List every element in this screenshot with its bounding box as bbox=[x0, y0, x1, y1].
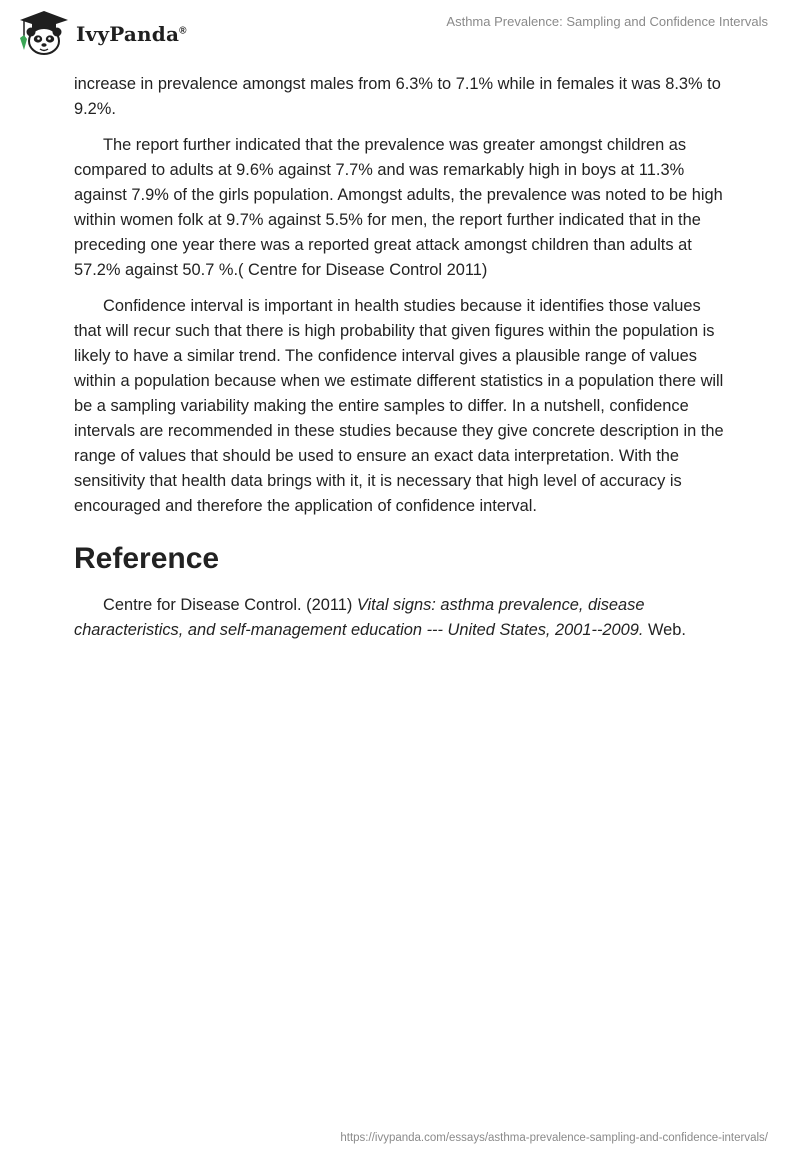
page-header bbox=[0, 0, 800, 70]
panda-graduate-logo-icon bbox=[14, 8, 72, 58]
reference-title: Vital signs: asthma prevalence, disease characteristics, and self-management education --- United States, 2001--2009. bbox=[74, 596, 645, 639]
paragraph-prevalence-report: The report further indicated that the prevalence was greater amongst children as compared to adults at 9.6% against 7.7% and was remarkably high in boys at 11.3% against 7.9% of the girls population. Amongst adults, the prevalence was noted to be high within women folk at 9.7% against 5.5% for men, the report further indicated that in the preceding one year there was a reported great attack amongst children than adults at 57.2% against 50.7 %.( Centre for Disease Control 2011) bbox=[74, 136, 723, 279]
paragraph-continued: increase in prevalence amongst males from 6.3% to 7.1% while in females it was 8.3% to 9.2%. bbox=[74, 75, 721, 118]
reference-heading: Reference bbox=[74, 542, 220, 575]
reference-entry bbox=[74, 593, 726, 643]
registered-mark: ® bbox=[179, 25, 187, 37]
source-url[interactable]: https://ivypanda.com/essays/asthma-prevalence-sampling-and-confidence-intervals/ bbox=[340, 1132, 768, 1144]
reference-suffix: Web. bbox=[643, 621, 686, 639]
ivypanda-logo[interactable] bbox=[14, 8, 187, 58]
reference-author: Centre for Disease Control. (2011) bbox=[103, 596, 357, 614]
document-title: Asthma Prevalence: Sampling and Confidence Intervals bbox=[446, 14, 768, 29]
paragraph-confidence-interval: Confidence interval is important in health studies because it identifies those values that will recur such that there is high probability that given figures within the population is likely to have a similar trend. The confidence interval gives a plausible range of values within a population because when we estimate different statistics in a population there will be a sampling variability making the entire samples to differ. In a nutshell, confidence intervals are recommended in these studies because they give concrete description in the range of values that should be used to ensure an exact data interpretation. With the sensitivity that health data brings with it, it is necessary that high level of accuracy is encouraged and therefore the application of confidence interval. bbox=[74, 297, 724, 515]
essay-body bbox=[74, 72, 726, 654]
brand-name: IvyPanda® bbox=[76, 22, 187, 46]
